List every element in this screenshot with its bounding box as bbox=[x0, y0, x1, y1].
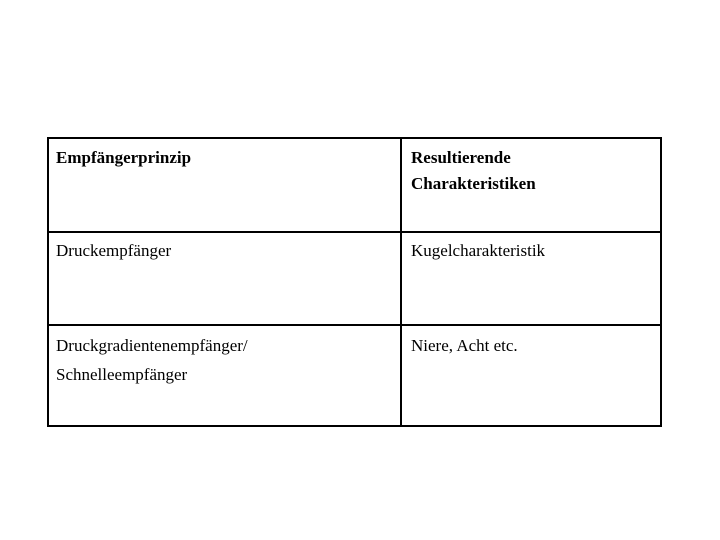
table-row bbox=[49, 232, 660, 325]
principle-text-line1: Druckgradientenempfänger/ bbox=[56, 336, 248, 355]
header-characteristics-line1: Resultierende bbox=[411, 148, 511, 167]
comparison-table bbox=[47, 137, 662, 427]
header-cell-principle bbox=[49, 139, 401, 232]
header-characteristics-line2: Charakteristiken bbox=[411, 174, 536, 193]
table-row bbox=[49, 325, 660, 425]
principle-text-line2: Schnelleempfänger bbox=[56, 365, 188, 384]
characteristic-text: Niere, Acht etc. bbox=[411, 336, 518, 355]
table-cell-principle bbox=[49, 232, 401, 325]
characteristic-text: Kugelcharakteristik bbox=[411, 241, 546, 260]
table-cell-characteristic bbox=[401, 325, 660, 425]
principle-text: Druckempfänger bbox=[56, 241, 172, 260]
table-cell-principle bbox=[49, 325, 401, 425]
table-header-row bbox=[49, 139, 660, 232]
table-cell-characteristic bbox=[401, 232, 660, 325]
header-principle-label: Empfängerprinzip bbox=[56, 148, 192, 167]
header-cell-characteristics bbox=[401, 139, 660, 232]
table-grid bbox=[49, 139, 660, 425]
